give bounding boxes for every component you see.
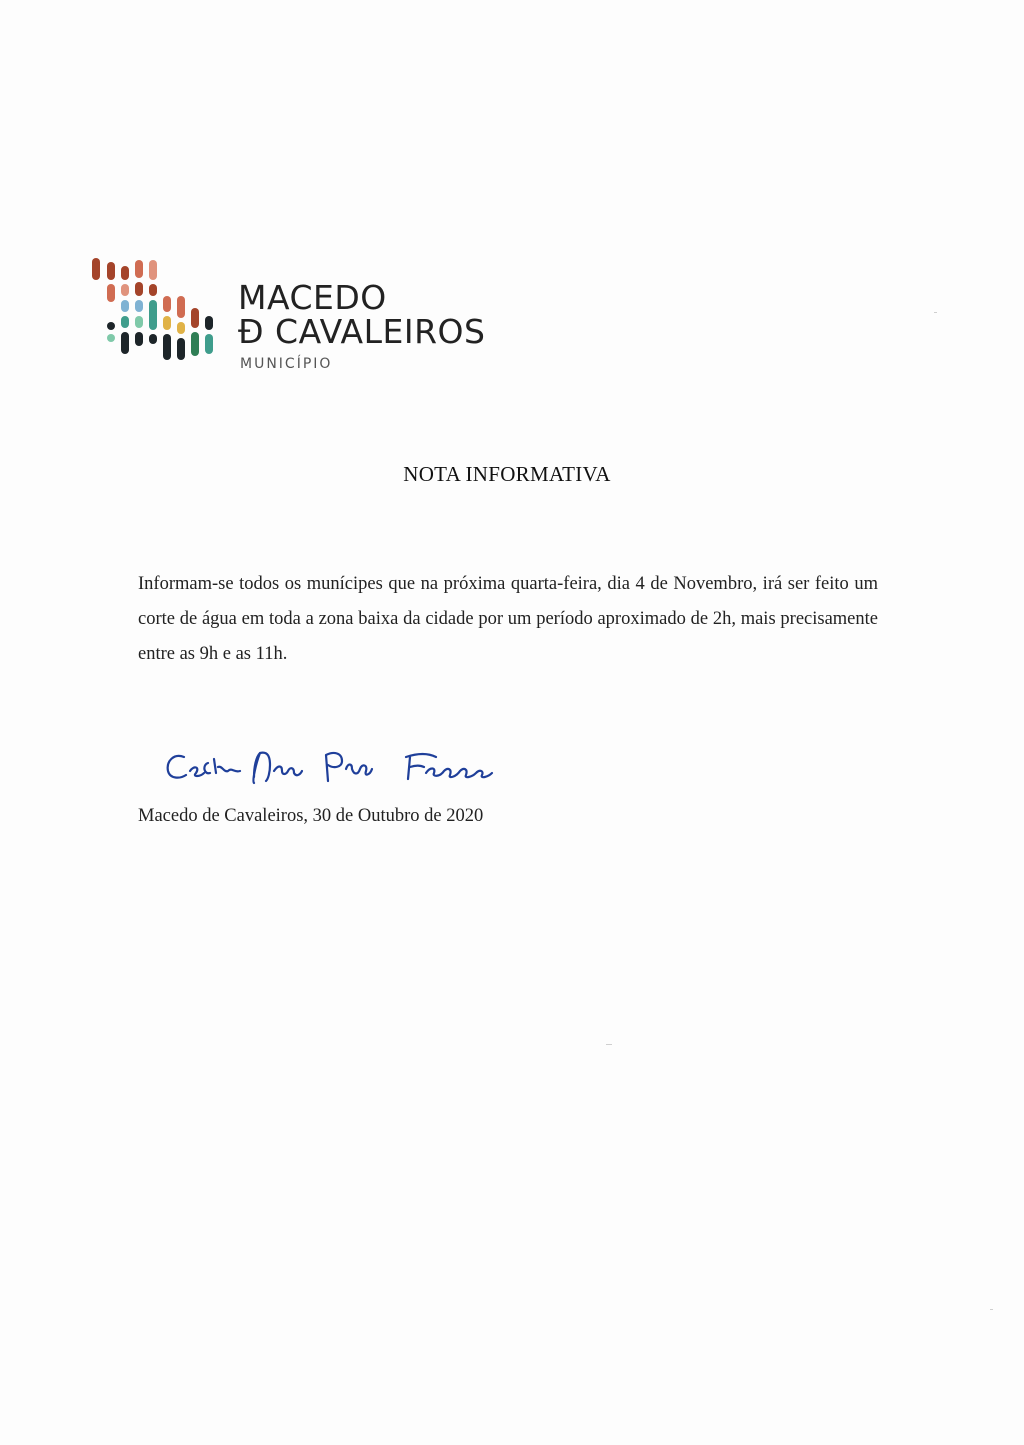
scan-artifact bbox=[990, 1309, 993, 1310]
document-body: Informam-se todos os munícipes que na próxima quarta-feira, dia 4 de Novembro, irá ser feito um corte de água em toda a zona baixa da cidade por um período aproximado de 2h, mais precisamente entre as 9h e as 11h. bbox=[138, 574, 878, 664]
logo-subtitle: MUNICÍPIO bbox=[240, 356, 333, 372]
handwritten-signature bbox=[162, 743, 522, 798]
logo-wordmark-line2: Ð CAVALEIROS bbox=[238, 312, 486, 351]
document-title: NOTA INFORMATIVA bbox=[403, 462, 611, 486]
scan-artifact bbox=[606, 1044, 612, 1045]
municipality-logo bbox=[88, 250, 508, 390]
logo-mark-icon bbox=[88, 250, 228, 370]
place-and-date: Macedo de Cavaleiros, 30 de Outubro de 2020 bbox=[138, 806, 484, 826]
logo-wordmark-line1: MACEDO bbox=[238, 278, 387, 317]
scan-artifact bbox=[934, 312, 937, 313]
